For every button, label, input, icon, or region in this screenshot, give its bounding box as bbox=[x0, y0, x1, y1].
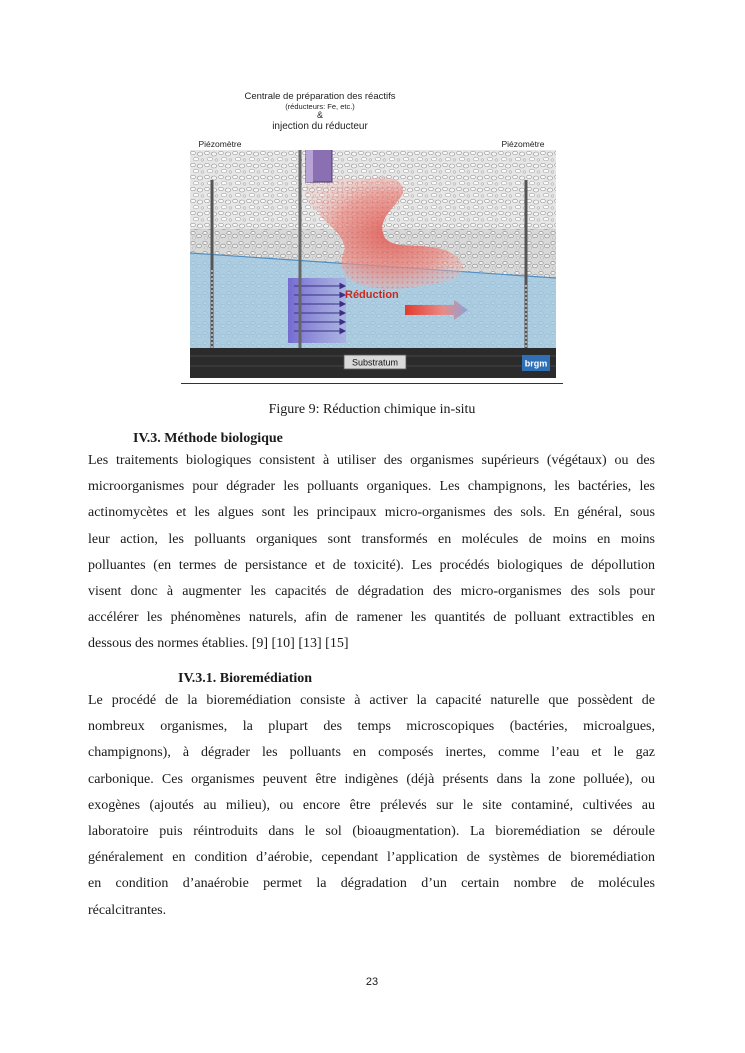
paragraph-line: carbonique. Ces organismes peuvent être indigènes (déjà présents dans la zone polluée), ou bbox=[88, 771, 655, 787]
section-heading-bioremediation: IV.3.1. Bioremédiation bbox=[178, 671, 313, 686]
reagent-tank bbox=[306, 150, 332, 182]
in-situ-reduction-diagram bbox=[190, 150, 556, 378]
figure-caption: Figure 9: Réduction chimique in-situ bbox=[268, 402, 476, 417]
reductant-injection-zone bbox=[288, 278, 346, 343]
figure-label-centrale: Centrale de préparation des réactifs bbox=[244, 91, 396, 102]
figure-divider bbox=[181, 383, 563, 384]
figure-label-ampersand: & bbox=[316, 110, 323, 120]
paragraph-line: dessous des normes établies. [9] [10] [13] [15] bbox=[88, 636, 349, 652]
paragraph-line: nombreux organismes, la plupart des temps microscopiques (bactéries, microalgues, bbox=[88, 719, 655, 735]
figure-label-reducteurs: (réducteurs: Fe, etc.) bbox=[285, 102, 355, 111]
paragraph-line: visent donc à augmenter les capacités de dégradation des micro-organismes des sols pour bbox=[88, 583, 655, 599]
section-heading-methode-biologique: IV.3. Méthode biologique bbox=[133, 431, 283, 446]
paragraph-bioremediation bbox=[88, 688, 655, 924]
paragraph-line: accélérer les phénomènes naturels, afin de ramener les quantités de polluant extractibles en bbox=[88, 610, 655, 626]
substratum-label: Substratum bbox=[351, 357, 399, 368]
figure-label-piezometre-right: Piézomètre bbox=[501, 139, 545, 149]
paragraph-line: généralement en condition d’aérobie, cependant l’application de systèmes de bioremédiation bbox=[88, 850, 655, 866]
paragraph-methode-biologique bbox=[88, 448, 655, 658]
paragraph-line: microorganismes pour dégrader les polluants organiques. Les champignons, les bactéries, les bbox=[88, 479, 655, 495]
paragraph-line: champignons), à dégrader les polluants en composés inertes, comme l’eau et le gaz bbox=[88, 745, 655, 761]
paragraph-line: actinomycètes et les algues sont les principaux micro-organismes des sols. En général, sous bbox=[88, 505, 655, 521]
figure-label-piezometre-left: Piézomètre bbox=[198, 139, 242, 149]
paragraph-line: exogènes (ajoutés au milieu), ou encore être prélevés sur le site contaminé, cultivées au bbox=[88, 797, 655, 813]
paragraph-line: laboratoire puis réintroduits dans le sol (bioaugmentation). La bioremédiation se déroule bbox=[88, 823, 655, 839]
paragraph-line: Les traitements biologiques consistent à utiliser des organismes supérieurs (végétaux) ou des bbox=[88, 453, 655, 468]
figure-label-injection: injection du réducteur bbox=[272, 121, 368, 132]
paragraph-line: récalcitrantes. bbox=[88, 902, 167, 918]
brgm-logo-text: brgm bbox=[524, 358, 548, 369]
paragraph-line: leur action, les polluants organiques sont transformés en molécules de moins en moins bbox=[88, 531, 655, 547]
reduction-label: Réduction bbox=[345, 289, 399, 301]
paragraph-line: Le procédé de la bioremédiation consiste à activer la capacité naturelle que possèdent de bbox=[88, 693, 655, 708]
paragraph-line: en condition d’anaérobie permet la dégradation d’un certain nombre de molécules bbox=[88, 876, 655, 892]
paragraph-line: polluantes (en termes de persistance et de toxicité). Les procédés biologiques de dépollution bbox=[88, 557, 655, 573]
page-number: 23 bbox=[365, 976, 379, 988]
